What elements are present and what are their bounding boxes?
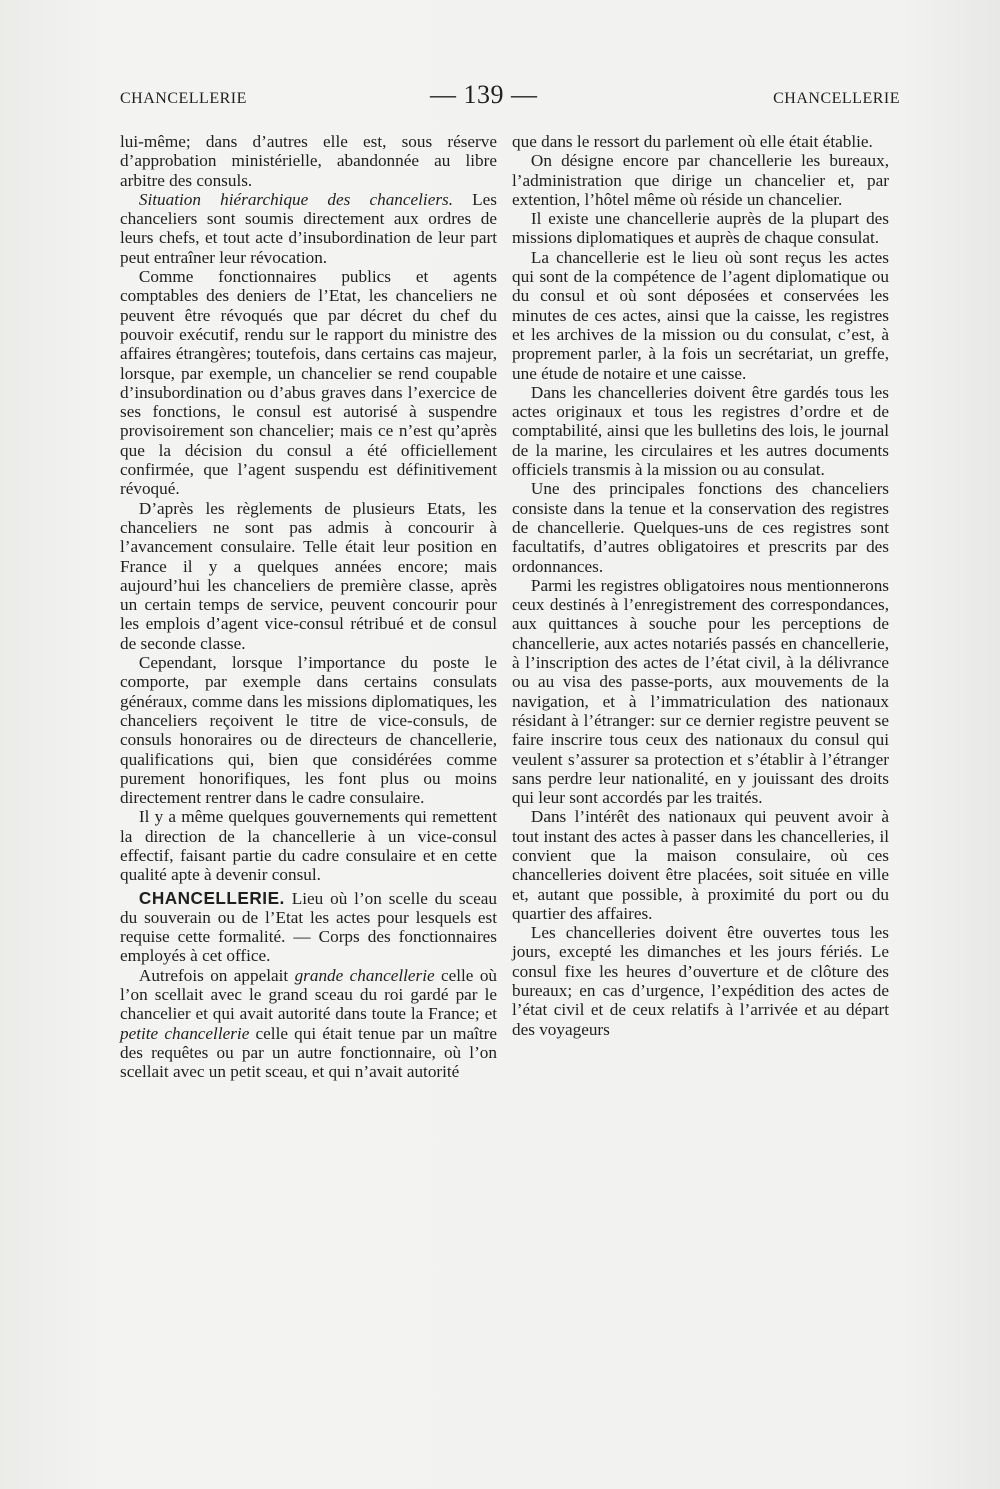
paragraph: La chancellerie est le lieu où sont reçus les actes qui sont de la compétence de l’agent diplomatique ou du consul et où sont déposées et conservées les minutes de ces actes, ainsi que la caisse, les registres et les archives de la mission ou du consulat, c’est, à proprement parler, à la fois un secrétariat, un greffe, une étude de notaire et une caisse. xyxy=(512,247,889,383)
paragraph: Il existe une chancellerie auprès de la plupart des missions diplomatiques et auprès de chaque consulat. xyxy=(512,209,889,248)
entry-title: CHANCELLERIE. xyxy=(138,887,285,908)
right-column xyxy=(512,132,889,1039)
header-left-title: CHANCELLERIE xyxy=(120,90,247,107)
paragraph: Parmi les registres obligatoires nous mentionnerons ceux destinés à l’enregistrement des correspondances, aux quittances à souche pour les perceptions de chancellerie, aux actes notariés passés en chancellerie, à l’inscription des actes de l’état civil, à la délivrance ou au visa des passe-ports, aux mouvements de la navigation, et à l’immatriculation des nationaux résidant à l’étranger: sur ce dernier registre peuvent se faire inscrire tous ceux des nationaux du consul qui veulent s’assurer sa protection et s’établir à l’étranger sans perdre leur nationalité, en y jouissant des droits qui leur sont accordés par les traités. xyxy=(512,575,889,808)
paragraph-text: Autrefois on appelait xyxy=(138,965,295,985)
paragraph: lui-même; dans d’autres elle est, sous réserve d’approbation ministérielle, abandonnée au libre arbitre des consuls. xyxy=(120,132,497,190)
running-header xyxy=(110,80,900,114)
paragraph: Cependant, lorsque l’importance du poste le comporte, par exemple dans certains consulats généraux, comme dans les missions diplomatiques, les chanceliers reçoivent le titre de vice-consuls, de consuls honoraires ou de directeurs de chancellerie, qualifications qui, bien que considérées comme purement honorifiques, les font plus ou moins directement rentrer dans le cadre consulaire. xyxy=(120,653,497,808)
header-right-title: CHANCELLERIE xyxy=(773,90,900,107)
paragraph-text: celle où l’on scellait avec le grand sceau du roi gardé par le chancelier et qui avait autorité dans toute la France; et xyxy=(120,965,498,1024)
italic-term: petite chancellerie xyxy=(120,1023,250,1043)
dictionary-entry xyxy=(120,889,497,966)
paragraph-text: celle qui était tenue par un maître des requêtes ou par un autre fonctionnaire, où l’on scellait avec un petit sceau, et qui n’avait autorité xyxy=(120,1023,497,1082)
entry-definition: Lieu où l’on scelle du sceau du souverain ou de l’Etat les actes pour lesquels est requise cette formalité. — Corps des fonctionnaires employés à cet office. xyxy=(120,888,497,966)
paragraph: Dans les chancelleries doivent être gardés tous les actes originaux et tous les registres d’ordre et de comptabilité, ainsi que les bulletins des lois, le journal de la marine, les circulaires et les autres documents officiels transmis à la mission ou au consulat. xyxy=(512,382,889,480)
section-heading-italic: Situation hiérarchique des chanceliers. xyxy=(138,189,454,209)
paragraph: D’après les règlements de plusieurs Etats, les chanceliers ne sont pas admis à concourir à l’avancement consulaire. Telle était leur position en France il y a quelques années encore; mais aujourd’hui les chanceliers de première classe, après un certain temps de service, peuvent concourir pour les emplois d’agent vice-consul rétribué et de consul de seconde classe. xyxy=(120,498,497,653)
paragraph: On désigne encore par chancellerie les bureaux, l’administration que dirige un chancelier et, par extention, l’hôtel même où réside un chancelier. xyxy=(512,151,889,209)
paragraph: Comme fonctionnaires publics et agents comptables des deniers de l’Etat, les chanceliers ne peuvent être révoqués que par décret du chef du pouvoir exécutif, rendu sur le rapport du ministre des affaires étrangères; toutefois, dans certains cas majeur, lorsque, par exemple, un chancelier se rend coupable d’insubordination ou d’abus graves dans l’exercice de ses fonctions, le consul est autorisé à suspendre provisoirement son chancelier; mais ce n’est qu’après que la décision du consul a été officiellement confirmée, que l’agent suspendu est définitivement révoqué. xyxy=(120,267,497,499)
paragraph: Dans l’intérêt des nationaux qui peuvent avoir à tout instant des actes à passer dans les chancelleries, il convient que la maison consulaire, où ces chancelleries doivent être placées, soit située en ville et, autant que possible, à proximité du port ou du quartier des affaires. xyxy=(512,807,889,923)
italic-term: grande chancellerie xyxy=(294,965,435,985)
page-number: — 139 — xyxy=(430,80,538,109)
left-column xyxy=(120,132,497,1082)
paragraph: Les chancelleries doivent être ouvertes tous les jours, excepté les dimanches et les jours fériés. Le consul fixe les heures d’ouverture et de clôture des bureaux; en cas d’urgence, l’expédition des actes de l’état civil et de ceux relatifs à l’arrivée et au départ des voyageurs xyxy=(512,923,889,1039)
paragraph: Une des principales fonctions des chanceliers consiste dans la tenue et la conservation des registres de chancellerie. Quelques-uns de ces registres sont facultatifs, d’autres obligatoires et prescrits par des ordonnances. xyxy=(512,479,889,576)
paragraph: que dans le ressort du parlement où elle était établie. xyxy=(512,132,873,151)
paragraph: Il y a même quelques gouvernements qui remettent la direction de la chancellerie à un vice-consul effectif, faisant partie du cadre consulaire et en cette qualité apte à devenir consul. xyxy=(120,807,497,885)
paragraph xyxy=(120,190,497,267)
paragraph-text: Les chanceliers sont soumis directement aux ordres de leurs chefs, et tout acte d’insubordination de leur part peut entraîner leur révocation. xyxy=(120,189,497,267)
paragraph xyxy=(120,966,497,1082)
